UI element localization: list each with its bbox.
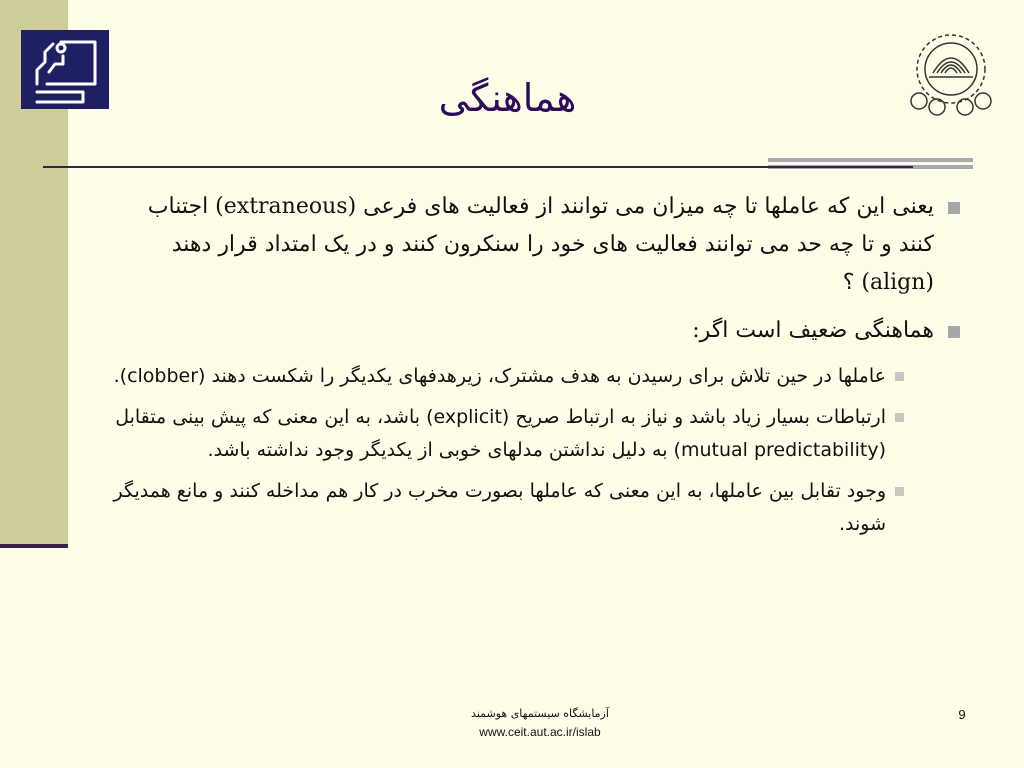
footer-lab-name: آزمایشگاه سیستمهای هوشمند xyxy=(471,707,609,720)
page-number: 9 xyxy=(958,707,966,722)
sub-bullet-item xyxy=(110,360,920,393)
bullet-square-icon xyxy=(948,202,960,214)
sub-bullet-text: وجود تقابل بین عاملها، به این معنی که عاملها بصورت مخرب در کار هم مداخله کنند و مانع همدیگر شوند. xyxy=(113,480,886,535)
bullet-item xyxy=(110,188,962,302)
sub-bullet-item xyxy=(110,401,920,467)
title-divider xyxy=(43,166,913,168)
footer-url: www.ceit.aut.ac.ir/islab xyxy=(479,725,601,739)
sub-bullet-square-icon xyxy=(895,413,904,422)
slide-content xyxy=(110,188,962,549)
slide-title: هماهنگی xyxy=(438,76,577,120)
footer xyxy=(420,705,660,741)
lab-computer-logo-icon xyxy=(21,30,109,109)
sub-bullet-square-icon xyxy=(895,372,904,381)
university-emblem-icon xyxy=(905,27,997,117)
bullet-item xyxy=(110,312,962,350)
sub-bullet-square-icon xyxy=(895,487,904,496)
bullet-square-icon xyxy=(948,326,960,338)
bullet-text: یعنی این که عاملها تا چه میزان می توانند از فعالیت های فرعی (extraneous) اجتناب کنند و تا چه حد می توانند فعالیت های خود را سنکرون کنند و در یک امتداد قرار دهند (align) ؟ xyxy=(147,194,934,295)
bullet-text: هماهنگی ضعیف است اگر: xyxy=(692,318,934,343)
sub-bullet-text: ارتباطات بسیار زیاد باشد و نیاز به ارتباط صریح (explicit) باشد، به این معنی که پیش بینی متقابل (mutual predictability) به دلیل نداشتن مدلهای خوبی از یکدیگر وجود نداشته باشد. xyxy=(115,406,886,461)
sub-bullet-text: عاملها در حین تلاش برای رسیدن به هدف مشترک، زیرهدفهای یکدیگر را شکست دهند (clobber). xyxy=(113,365,886,387)
sub-bullet-item xyxy=(110,475,920,541)
left-bar-divider xyxy=(0,544,68,548)
